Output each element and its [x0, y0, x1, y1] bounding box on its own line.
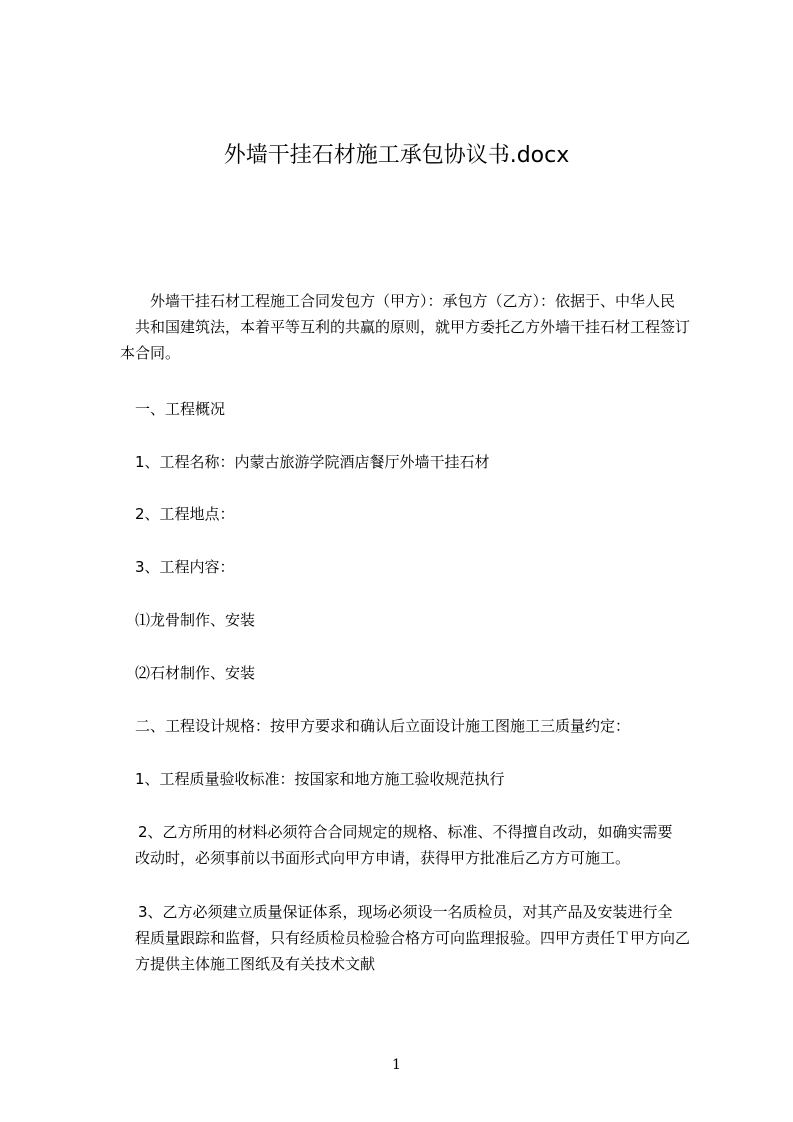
quality-item-3-line-3: 方提供主体施工图纸及有关技术文献 — [135, 955, 376, 973]
item-stone: ⑵石材制作、安装 — [135, 664, 256, 682]
quality-item-2 — [120, 819, 700, 871]
quality-item-1: 1、工程质量验收标准：按国家和地方施工验收规范执行 — [135, 770, 505, 788]
page-number: 1 — [392, 1057, 401, 1073]
item-project-name: 1、工程名称：内蒙古旅游学院酒店餐厅外墙干挂石材 — [135, 453, 490, 471]
quality-item-2-line-2: 改动时，必须事前以书面形式向甲方申请，获得甲方批准后乙方方可施工。 — [135, 849, 631, 867]
item-project-location: 2、工程地点： — [135, 505, 235, 523]
document-title: 外墙干挂石材施工承包协议书.docx — [223, 143, 570, 168]
intro-line-1: 外墙干挂石材工程施工合同发包方（甲方）：承包方（乙方）：依据于、中华人民 — [120, 292, 676, 310]
intro-line-2: 共和国建筑法，本着平等互利的共赢的原则，就甲方委托乙方外墙干挂石材工程签订 — [135, 318, 691, 336]
intro-line-3: 本合同。 — [120, 344, 181, 362]
item-project-content: 3、工程内容： — [135, 558, 235, 576]
item-keel: ⑴龙骨制作、安装 — [135, 611, 256, 629]
intro-paragraph — [120, 288, 700, 366]
quality-item-3-line-1: 3、乙方必须建立质量保证体系，现场必须设一名质检员，对其产品及安装进行全 — [138, 903, 673, 921]
quality-item-2-line-1: 2、乙方所用的材料必须符合合同规定的规格、标准、不得擅自改动，如确实需要 — [138, 823, 673, 841]
quality-item-3-line-2: 程质量跟踪和监督，只有经质检员检验合格方可向监理报验。四甲方责任Ｔ甲方向乙 — [135, 929, 691, 947]
quality-item-3 — [120, 899, 700, 977]
section-heading-overview: 一、工程概况 — [135, 400, 226, 418]
section-heading-design: 二、工程设计规格：按甲方要求和确认后立面设计施工图施工三质量约定： — [135, 717, 631, 735]
